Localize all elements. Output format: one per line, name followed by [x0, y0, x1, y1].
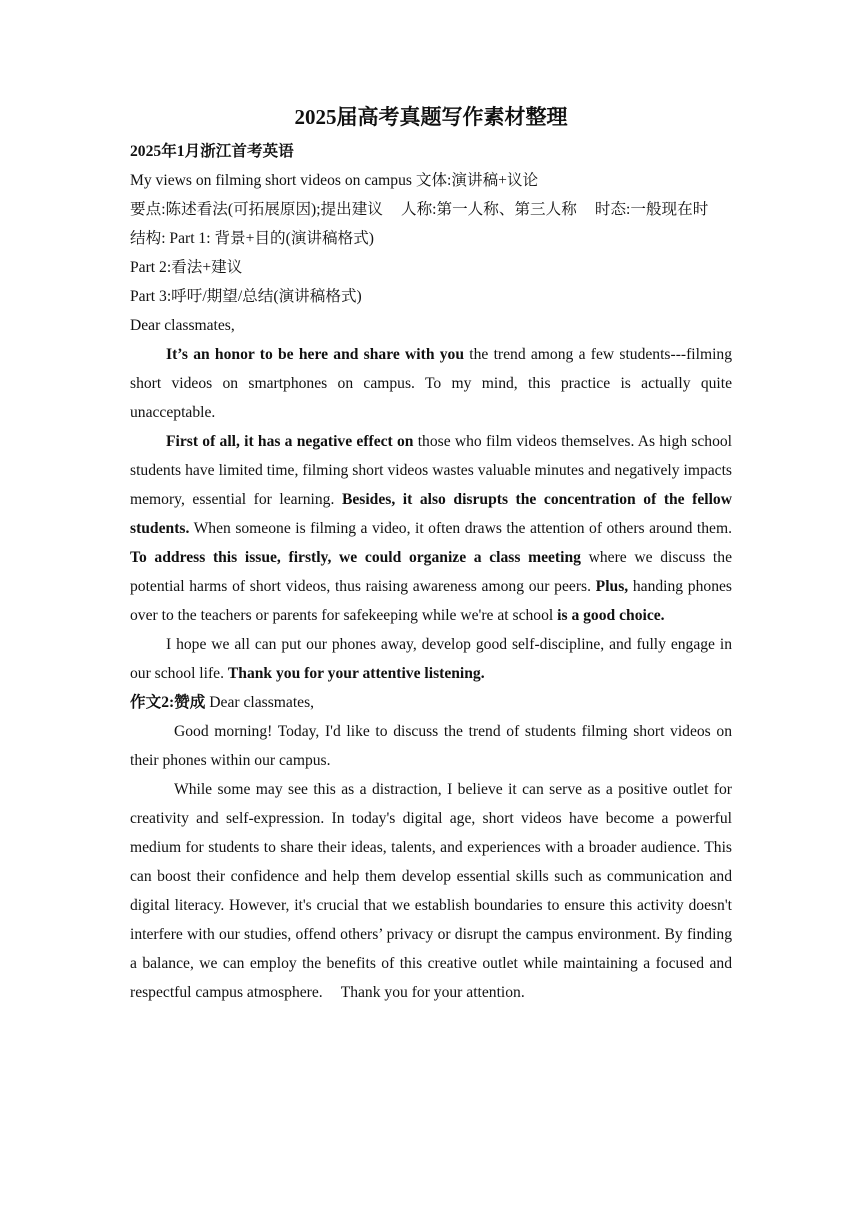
points-line [130, 195, 732, 224]
essay1-greeting: Dear classmates, [130, 317, 235, 334]
essay2-paragraph-2 [130, 775, 732, 1007]
essay2-p2-text: While some may see this as a distraction, I believe it can serve as a positive outlet for creativity and self-expression. In today's digital age, short videos have become a powerful medium for students to share their ideas, talents, and experiences with a broader audience. This can boost their confidence and help them develop essential skills such as communication and digital literacy. However, it's crucial that we establish boundaries to ensure this activity doesn't interfere with our studies, offend others’ privacy or disrupt the campus environment. By finding a balance, we can employ the benefits of this creative outlet while maintaining a focused and respectful campus atmosphere. [130, 781, 732, 1001]
essay1-p1-text: the trend among a few students---filming short videos on smartphones on campus. To my mind, this practice is actually quite unacceptable. [130, 346, 732, 421]
essay1-p2-text-3: where we discuss the potential harms of short videos, thus raising awareness among our peers. [130, 549, 732, 595]
essay1-p2-bold-1: First of all, it has a negative effect on [166, 433, 414, 450]
essay1-p2-text-2: When someone is filming a video, it often draws the attention of others around them. [189, 520, 732, 537]
essay1-p3-bold: Thank you for your attentive listening. [227, 665, 485, 682]
points-tense: 时态:一般现在时 [594, 201, 709, 218]
essay1-paragraph-1 [130, 340, 732, 427]
essay1-p1-bold: It’s an honor to be here and share with you [166, 346, 465, 363]
essay1-p2-bold-3: To address this issue, firstly, we could organize a class meeting [130, 549, 581, 566]
essay1-paragraph-2 [130, 427, 732, 630]
structure-part1: 结构: Part 1: 背景+目的(演讲稿格式) [130, 230, 374, 247]
essay1-p2-bold-4: Plus, [595, 578, 629, 595]
essay2-paragraph-1: Good morning! Today, I'd like to discuss the trend of students filming short videos on their phones within our campus. [130, 723, 732, 769]
essay1-paragraph-3 [130, 630, 732, 688]
essay1-p2-bold-5: is a good choice. [557, 607, 665, 624]
essay1-p2-text-1: those who film videos themselves. As high school students have limited time, filming short videos wastes valuable minutes and negatively impacts memory, essential for learning. [130, 433, 732, 508]
points-person: 人称:第一人称、第三人称 [400, 201, 577, 218]
structure-part2: Part 2:看法+建议 [130, 259, 243, 276]
essay1-p3-text: I hope we all can put our phones away, develop good self-discipline, and fully engage in our school life. [130, 636, 732, 682]
essay1-p2-bold-2: Besides, it also disrupts the concentration of the fellow students. [130, 491, 732, 537]
points-requirements: 要点:陈述看法(可拓展原因);提出建议 [130, 201, 383, 218]
essay2-greeting: Dear classmates, [205, 694, 315, 711]
essay1-p2-text-4: handing phones over to the teachers or parents for safekeeping while we're at school [130, 578, 732, 624]
essay2-label: 作文2:赞成 [130, 694, 206, 711]
exam-heading: 2025年1月浙江首考英语 [130, 143, 294, 160]
topic-line: My views on filming short videos on campus 文体:演讲稿+议论 [130, 172, 539, 189]
essay2-heading [130, 688, 732, 717]
structure-part3: Part 3:呼吁/期望/总结(演讲稿格式) [130, 288, 362, 305]
essay2-closing: Thank you for your attention. [340, 984, 525, 1001]
document-title: 2025届高考真题写作素材整理 [294, 105, 568, 129]
document-page [130, 102, 732, 1007]
